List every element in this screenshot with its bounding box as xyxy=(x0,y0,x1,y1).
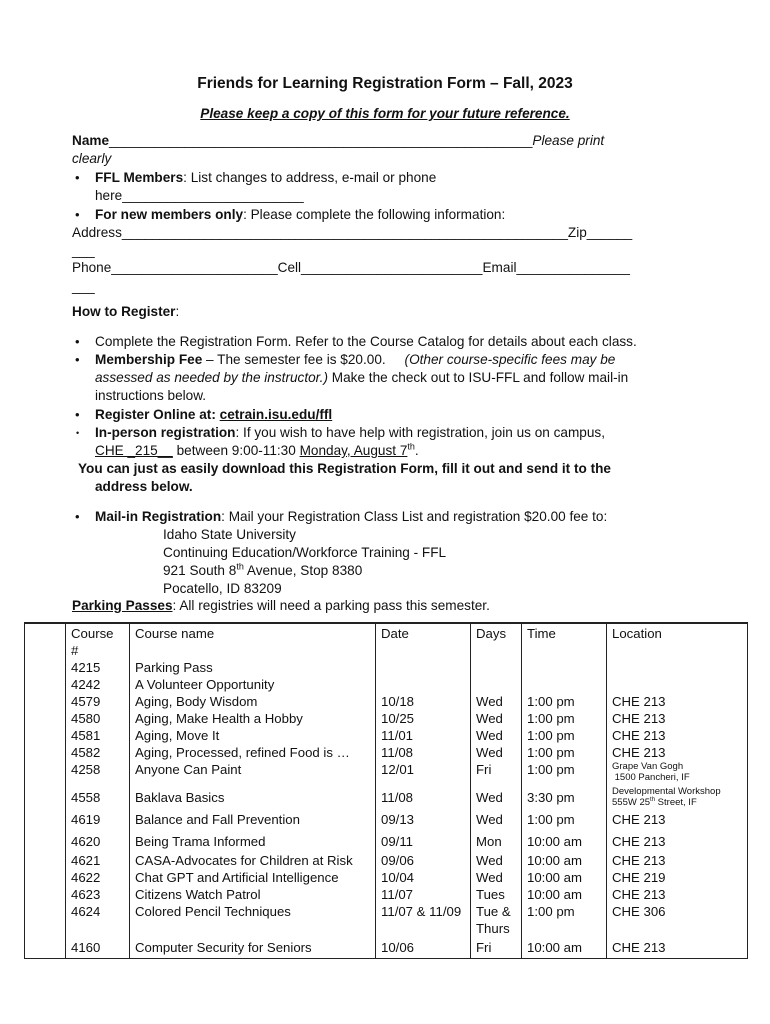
course-time: 1:00 pm xyxy=(522,761,607,786)
location-address-sup: th xyxy=(650,796,656,803)
download-note-2: address below. xyxy=(95,479,193,494)
bullet-dot: • xyxy=(75,207,80,222)
mail-address-3-sup: th xyxy=(236,561,244,572)
bullet-dot: • xyxy=(75,407,80,422)
select-cell[interactable] xyxy=(25,811,66,831)
bullet-dot: • xyxy=(76,428,80,438)
course-date: 09/13 xyxy=(376,811,471,831)
new-members-line xyxy=(95,206,505,224)
course-date: 11/01 xyxy=(376,727,471,744)
course-days: Mon xyxy=(471,831,522,852)
course-location: CHE 213 xyxy=(607,693,748,710)
table-row xyxy=(25,744,748,761)
course-days: Wed xyxy=(471,693,522,710)
course-time: 1:00 pm xyxy=(522,811,607,831)
in-person-line xyxy=(95,424,605,442)
select-cell[interactable] xyxy=(25,727,66,744)
new-members-label: For new members only xyxy=(95,207,244,222)
course-date: 10/04 xyxy=(376,869,471,886)
bullet-dot: • xyxy=(75,509,80,524)
course-location: CHE 213 xyxy=(607,939,748,958)
course-number: 4623 xyxy=(66,886,130,903)
select-cell[interactable] xyxy=(25,852,66,869)
course-table xyxy=(24,622,748,959)
course-name: Computer Security for Seniors xyxy=(130,939,376,958)
course-name: Parking Pass xyxy=(130,659,376,676)
location-address: 1500 Pancheri, IF xyxy=(612,772,690,783)
course-location: CHE 213 xyxy=(607,831,748,852)
course-number: 4622 xyxy=(66,869,130,886)
location-header: Location xyxy=(607,623,748,659)
table-row xyxy=(25,727,748,744)
course-number: 4215 xyxy=(66,659,130,676)
table-row xyxy=(25,786,748,811)
course-number-header xyxy=(66,623,130,659)
membership-fee-line-3: instructions below. xyxy=(95,388,207,403)
select-cell[interactable] xyxy=(25,869,66,886)
course-name: Anyone Can Paint xyxy=(130,761,376,786)
download-note: You can just as easily download this Registration Form, fill it out and send it to the xyxy=(78,461,611,476)
table-row xyxy=(25,710,748,727)
location-venue: Developmental Workshop xyxy=(612,786,721,797)
bullet-dot: • xyxy=(75,352,80,367)
course-name: Baklava Basics xyxy=(130,786,376,811)
mail-in-label: Mail-in Registration xyxy=(95,509,222,524)
mail-address-3a: 921 South 8 xyxy=(163,563,237,578)
course-location xyxy=(607,761,748,786)
course-name: Chat GPT and Artificial Intelligence xyxy=(130,869,376,886)
name-hint: Please print xyxy=(532,133,605,148)
course-name: CASA-Advocates for Children at Risk xyxy=(130,852,376,869)
course-number: 4579 xyxy=(66,693,130,710)
register-online-label: Register Online at: xyxy=(95,407,220,422)
membership-fee-line-2 xyxy=(95,369,628,387)
address-line-overflow: ___ xyxy=(72,243,95,258)
in-person-hours: between 9:00-11:30 xyxy=(172,443,300,458)
course-time: 10:00 am xyxy=(522,886,607,903)
table-row xyxy=(25,903,748,939)
course-number: 4582 xyxy=(66,744,130,761)
table-row xyxy=(25,886,748,903)
course-days: Tues xyxy=(471,886,522,903)
bullet-dot: • xyxy=(75,334,80,349)
name-blank[interactable]: ________________________________________________________ xyxy=(109,133,533,148)
course-location: CHE 213 xyxy=(607,710,748,727)
course-days: Fri xyxy=(471,761,522,786)
course-name: Colored Pencil Techniques xyxy=(130,903,376,939)
mail-in-text: : Mail your Registration Class List and registration $20.00 fee to: xyxy=(221,509,608,524)
course-date: 09/11 xyxy=(376,831,471,852)
time-header: Time xyxy=(522,623,607,659)
course-date: 11/08 xyxy=(376,786,471,811)
table-row xyxy=(25,676,748,693)
select-cell[interactable] xyxy=(25,761,66,786)
course-location: CHE 306 xyxy=(607,903,748,939)
course-location: CHE 213 xyxy=(607,727,748,744)
course-number: 4581 xyxy=(66,727,130,744)
course-header-hash: # xyxy=(71,643,79,658)
course-time xyxy=(522,676,607,693)
form-title: Friends for Learning Registration Form – Fall, 2023 xyxy=(197,75,573,92)
mail-address-3 xyxy=(163,562,362,580)
membership-fee-note: (Other course-specific fees may be xyxy=(404,352,616,367)
step-complete-form: Complete the Registration Form. Refer to the Course Catalog for details about each class. xyxy=(95,334,637,349)
course-name xyxy=(130,744,376,761)
how-to-register-heading xyxy=(72,303,179,321)
select-cell[interactable] xyxy=(25,710,66,727)
parking-passes-label: Parking Passes xyxy=(72,598,173,613)
course-name: Aging, Body Wisdom xyxy=(130,693,376,710)
course-location: CHE 213 xyxy=(607,811,748,831)
course-date: 10/25 xyxy=(376,710,471,727)
select-cell[interactable] xyxy=(25,676,66,693)
course-location: CHE 213 xyxy=(607,744,748,761)
membership-fee-note-2: assessed as needed by the instructor.) xyxy=(95,370,328,385)
course-name-header: Course name xyxy=(130,623,376,659)
table-row xyxy=(25,831,748,852)
course-date: 11/07 xyxy=(376,886,471,903)
course-time: 1:00 pm xyxy=(522,744,607,761)
name-line xyxy=(72,132,604,150)
course-name-text: Aging, Processed, refined Food is … xyxy=(135,745,350,760)
in-person-label: In-person registration xyxy=(95,425,236,440)
bullet-dot: • xyxy=(75,170,80,185)
location-address-a: 555W 25 xyxy=(612,797,651,808)
mail-in-line xyxy=(95,508,607,526)
course-days: Wed xyxy=(471,852,522,869)
parking-passes-text: : All registries will need a parking pass this semester. xyxy=(172,598,490,613)
name-label: Name xyxy=(72,133,110,148)
course-time: 1:00 pm xyxy=(522,727,607,744)
membership-fee-line xyxy=(95,351,615,369)
ffl-changes-blank[interactable]: here________________________ xyxy=(95,188,304,203)
course-number: 4624 xyxy=(66,903,130,939)
table-row xyxy=(25,869,748,886)
phone-cell-email-line[interactable]: Phone______________________Cell________________________Email_______________ xyxy=(72,260,630,275)
course-date xyxy=(376,659,471,676)
course-days: Wed xyxy=(471,811,522,831)
table-header-row xyxy=(25,623,748,659)
how-heading-colon: : xyxy=(175,304,180,319)
ffl-members-text: : List changes to address, e-mail or phone xyxy=(183,170,437,185)
mail-address-4: Pocatello, ID 83209 xyxy=(163,581,282,596)
select-column-header xyxy=(25,623,66,659)
course-location xyxy=(607,676,748,693)
course-days xyxy=(471,676,522,693)
table-row xyxy=(25,939,748,958)
course-time: 10:00 am xyxy=(522,831,607,852)
in-person-date: Monday, August 7 xyxy=(299,443,408,458)
course-days-line1: Tue & xyxy=(476,904,511,919)
register-online-line xyxy=(95,406,332,424)
course-time: 1:00 pm xyxy=(522,693,607,710)
in-person-line-2 xyxy=(95,442,419,460)
course-name: Aging, Move It xyxy=(130,727,376,744)
in-person-end: . xyxy=(414,443,419,458)
course-number: 4620 xyxy=(66,831,130,852)
membership-fee-check: Make the check out to ISU-FFL and follow mail-in xyxy=(328,370,629,385)
location-address-b: Street, IF xyxy=(655,797,697,808)
course-date xyxy=(376,676,471,693)
course-time: 1:00 pm xyxy=(522,903,607,939)
select-cell[interactable] xyxy=(25,886,66,903)
select-cell[interactable] xyxy=(25,939,66,958)
course-location xyxy=(607,659,748,676)
membership-fee-label: Membership Fee xyxy=(95,352,203,367)
course-name: A Volunteer Opportunity xyxy=(130,676,376,693)
select-cell[interactable] xyxy=(25,744,66,761)
course-number: 4619 xyxy=(66,811,130,831)
course-date: 12/01 xyxy=(376,761,471,786)
course-date: 10/18 xyxy=(376,693,471,710)
course-number: 4580 xyxy=(66,710,130,727)
course-header-text: Course xyxy=(71,626,114,641)
table-row xyxy=(25,761,748,786)
select-cell[interactable] xyxy=(25,831,66,852)
course-location: CHE 213 xyxy=(607,852,748,869)
course-date: 09/06 xyxy=(376,852,471,869)
mail-address-2: Continuing Education/Workforce Training - FFL xyxy=(163,545,447,560)
course-days xyxy=(471,659,522,676)
course-time: 3:30 pm xyxy=(522,786,607,811)
course-days: Wed xyxy=(471,786,522,811)
course-name: Citizens Watch Patrol xyxy=(130,886,376,903)
in-person-room: CHE _215__ xyxy=(95,443,173,458)
course-days: Wed xyxy=(471,869,522,886)
select-cell[interactable] xyxy=(25,786,66,811)
parking-passes-line xyxy=(72,597,490,615)
course-time xyxy=(522,659,607,676)
course-days xyxy=(471,903,522,939)
course-number: 4242 xyxy=(66,676,130,693)
mail-address-1: Idaho State University xyxy=(163,527,296,542)
course-name: Balance and Fall Prevention xyxy=(130,811,376,831)
in-person-text: : If you wish to have help with registration, join us on campus, xyxy=(235,425,605,440)
register-online-link[interactable]: cetrain.isu.edu/ffl xyxy=(219,407,333,422)
course-date: 11/08 xyxy=(376,744,471,761)
course-time: 10:00 am xyxy=(522,939,607,958)
name-hint-continued: clearly xyxy=(72,151,112,166)
course-name: Being Trama Informed xyxy=(130,831,376,852)
table-row xyxy=(25,852,748,869)
course-name: Aging, Make Health a Hobby xyxy=(130,710,376,727)
new-members-text: : Please complete the following information: xyxy=(243,207,506,222)
course-days: Fri xyxy=(471,939,522,958)
course-number: 4160 xyxy=(66,939,130,958)
course-date: 10/06 xyxy=(376,939,471,958)
course-time: 1:00 pm xyxy=(522,710,607,727)
days-header: Days xyxy=(471,623,522,659)
course-location: CHE 213 xyxy=(607,886,748,903)
select-cell[interactable] xyxy=(25,903,66,939)
ffl-members-label: FFL Members xyxy=(95,170,184,185)
course-days: Wed xyxy=(471,710,522,727)
date-header: Date xyxy=(376,623,471,659)
course-days: Wed xyxy=(471,727,522,744)
table-row xyxy=(25,811,748,831)
course-number: 4558 xyxy=(66,786,130,811)
course-date: 11/07 & 11/09 xyxy=(376,903,471,939)
select-cell[interactable] xyxy=(25,659,66,676)
table-row xyxy=(25,659,748,676)
course-number: 4621 xyxy=(66,852,130,869)
location-address xyxy=(612,797,742,808)
course-time: 10:00 am xyxy=(522,869,607,886)
course-number: 4258 xyxy=(66,761,130,786)
course-location xyxy=(607,786,748,811)
course-location: CHE 219 xyxy=(607,869,748,886)
select-cell[interactable] xyxy=(25,693,66,710)
mail-address-3b: Avenue, Stop 8380 xyxy=(243,563,363,578)
ffl-members-line xyxy=(95,169,436,187)
form-subtitle: Please keep a copy of this form for your future reference. xyxy=(200,106,570,121)
membership-fee-text: – The semester fee is $20.00. xyxy=(202,352,405,367)
location-venue: Grape Van Gogh xyxy=(612,761,684,772)
address-zip-line[interactable]: Address___________________________________________________________Zip______ xyxy=(72,225,633,240)
how-heading-text: How to Register xyxy=(72,304,176,319)
table-row xyxy=(25,693,748,710)
course-days: Wed xyxy=(471,744,522,761)
phone-line-overflow: ___ xyxy=(72,279,95,294)
course-days-line2: Thurs xyxy=(476,921,510,936)
course-time: 10:00 am xyxy=(522,852,607,869)
in-person-date-sup: th xyxy=(407,441,415,452)
